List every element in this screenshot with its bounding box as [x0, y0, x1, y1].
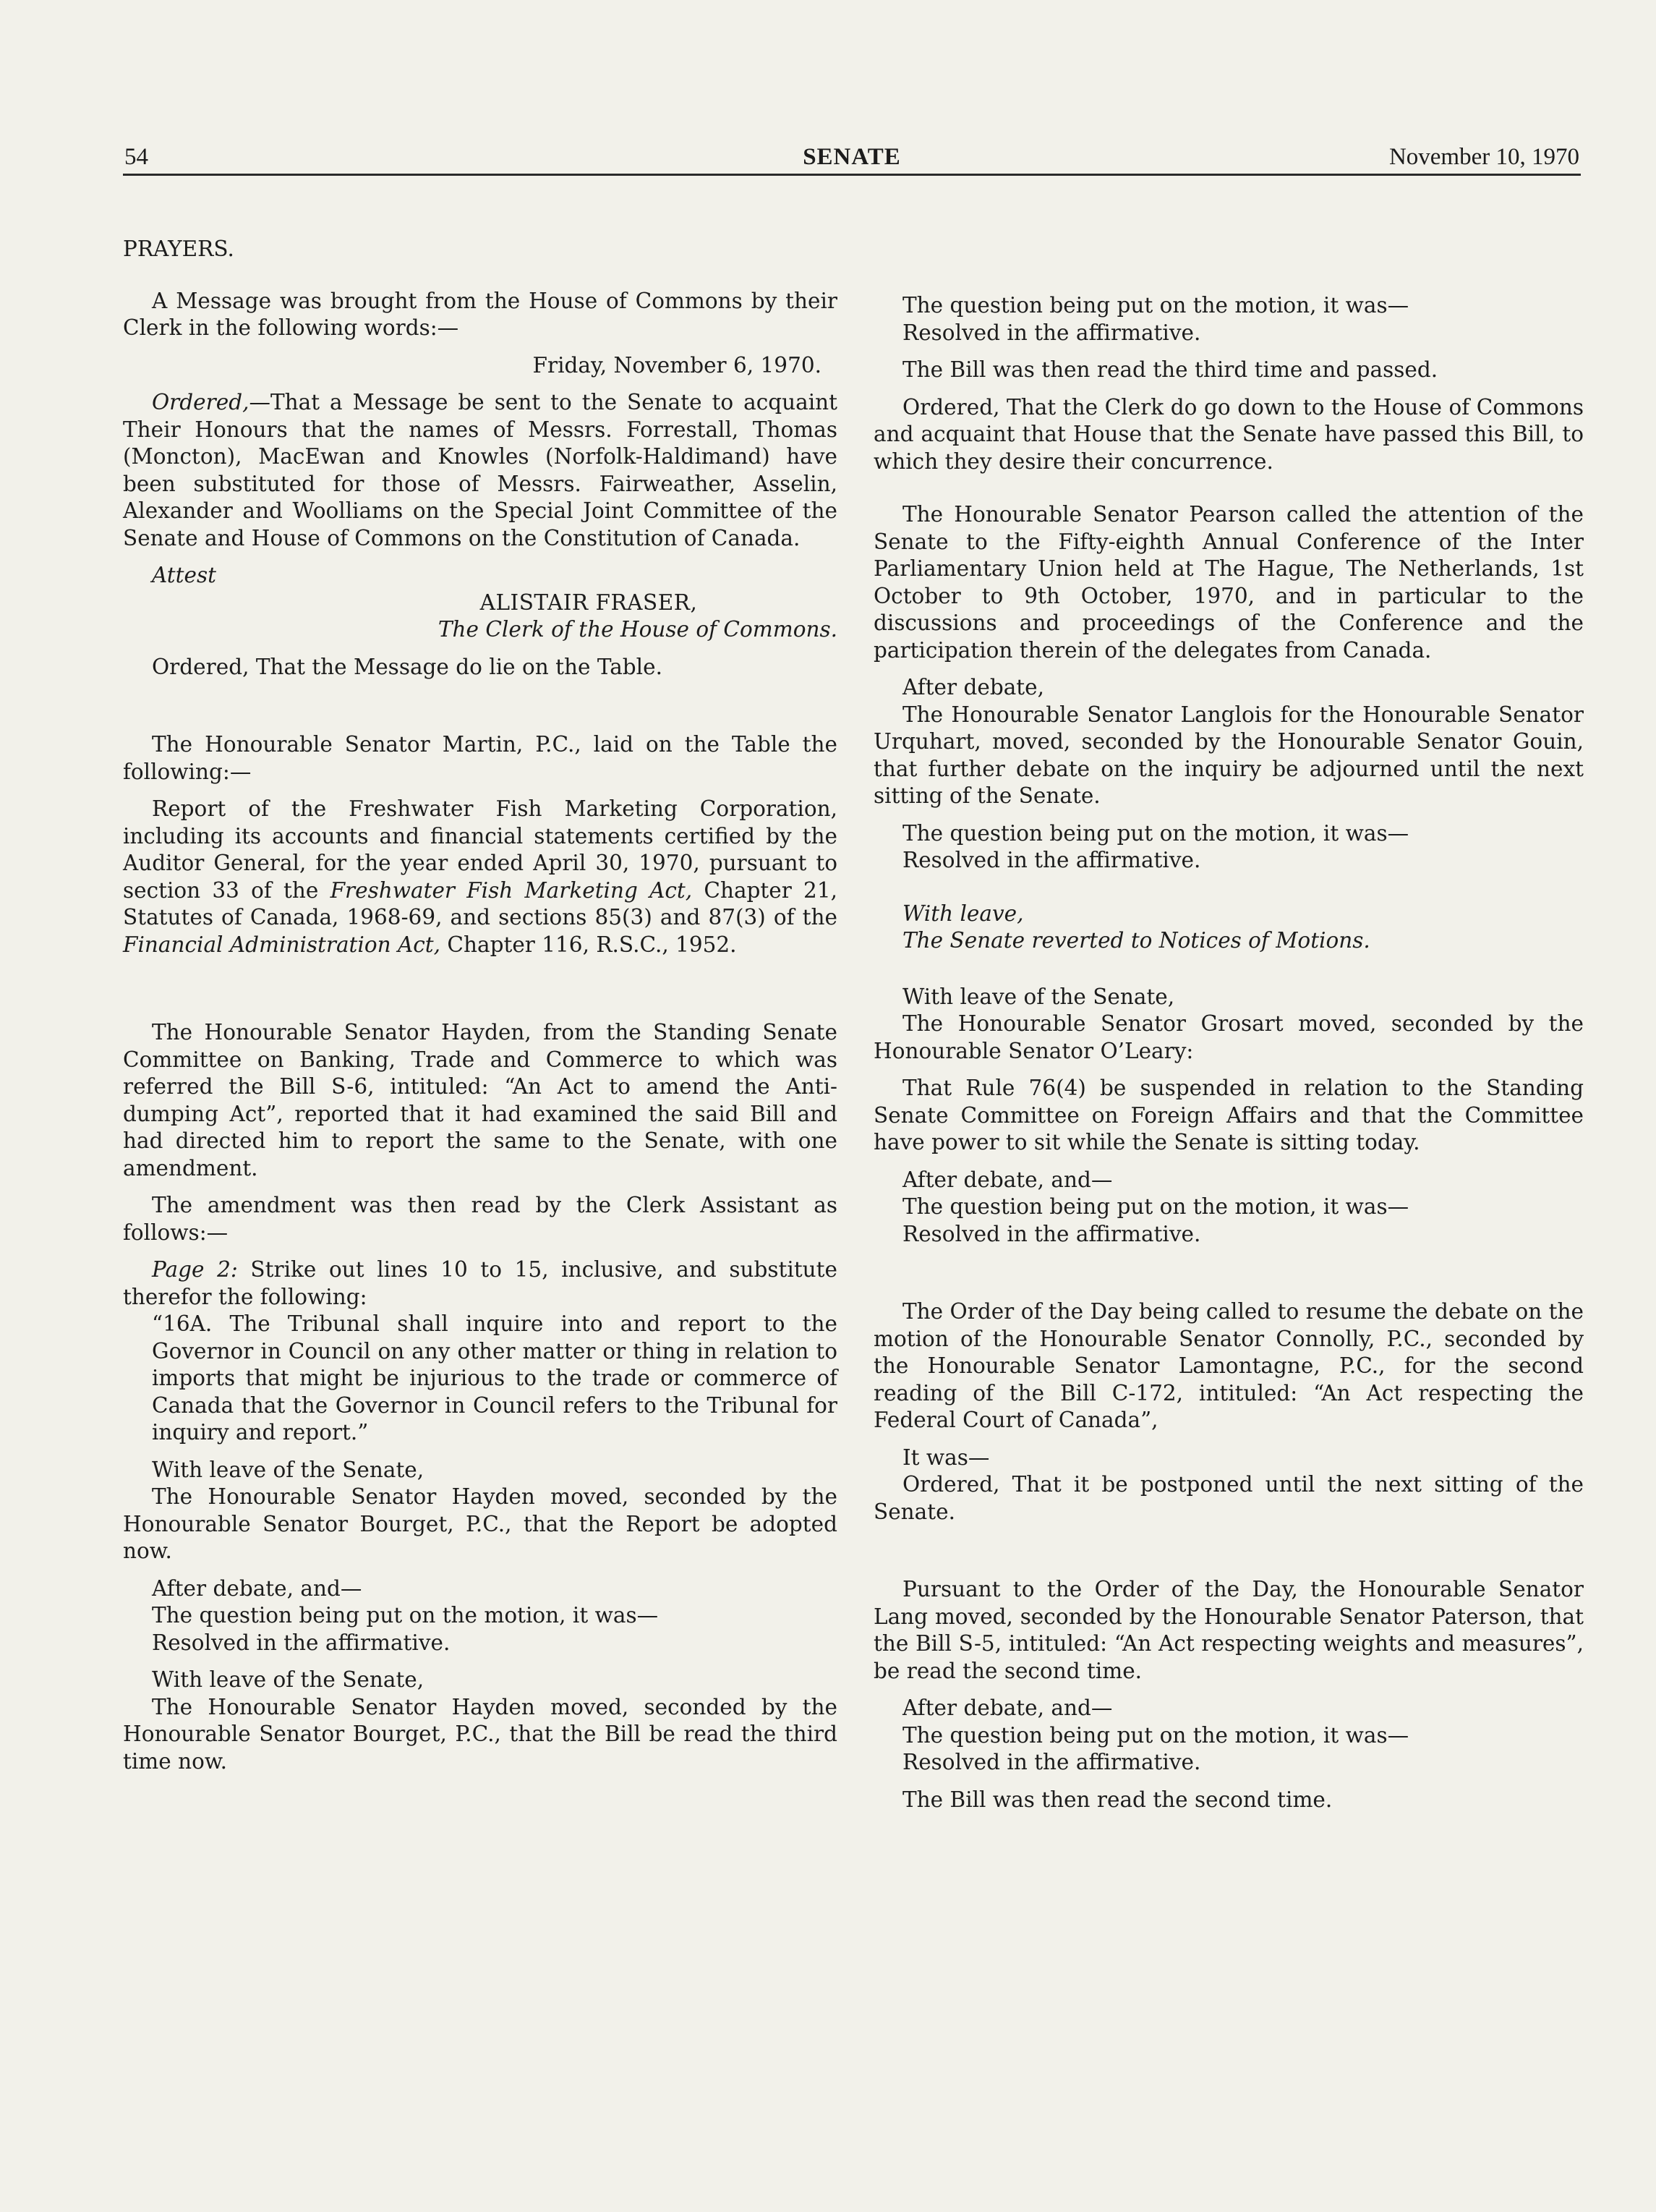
message-intro: A Message was brought from the House of Commons by their Clerk in the following words:—	[123, 288, 837, 340]
ordered-postponed: Ordered, That it be postponed until the next sitting of the Senate.	[874, 1472, 1584, 1524]
second-reading: The Bill was then read the second time.	[902, 1787, 1333, 1812]
message-lie-on-table: Ordered, That the Message do lie on the Table.	[152, 654, 662, 679]
r-question-put-1: The question being put on the motion, it was—	[902, 293, 1409, 318]
freshwater-fish-report	[123, 796, 837, 958]
ordered-text: —That a Message be sent to the Senate to acquaint Their Honours that the names of Messrs. Forrestall, Thomas (Moncton), MacEwan and Knowles (Norfolk-Haldimand) have been substituted for those of Messrs. Fairweather, Asselin, Alexander and Woolliams on the Special Joint Committee of the Senate and House of Commons on the Constitution of Canada.	[123, 390, 837, 550]
page-date: November 10, 1970	[1388, 144, 1579, 170]
page-title: SENATE	[803, 144, 901, 170]
langlois-motion: The Honourable Senator Langlois for the Honourable Senator Urquhart, moved, seconded by the Honourable Senator Gouin, that further debate on the inquiry be adjourned until the next sitting of the Senate.	[874, 702, 1584, 808]
ordered-label: Ordered,	[152, 390, 249, 414]
martin-tabled-intro: The Honourable Senator Martin, P.C., laid on the Table the following:—	[123, 732, 837, 784]
lang-motion-s5: Pursuant to the Order of the Day, the Honourable Senator Lang moved, seconded by the Honourable Senator Paterson, that the Bill S-5, intituled: “An Act respecting weights and measures”, be read the second time.	[874, 1577, 1584, 1683]
r-resolved-4: Resolved in the affirmative.	[902, 1750, 1201, 1774]
r-after-debate-2: After debate, and—	[902, 1167, 1113, 1192]
message-date: Friday, November 6, 1970.	[532, 352, 821, 378]
third-reading-passed: The Bill was then read the third time and passed.	[902, 357, 1438, 382]
question-put-1: The question being put on the motion, it was—	[152, 1603, 659, 1628]
r-resolved-2: Resolved in the affirmative.	[902, 848, 1201, 872]
page-2-label: Page 2:	[152, 1257, 238, 1282]
section-16a-quote: “16A. The Tribunal shall inquire into and report to the Governor in Council on any other matter or thing in relation to imports that might be injurious to the trade or commerce of Canada that the Governor in Council refers to the Tribunal for inquiry and report.”	[152, 1311, 837, 1445]
grosart-motion: The Honourable Senator Grosart moved, seconded by the Honourable Senator O’Leary:	[874, 1011, 1584, 1063]
with-leave: With leave,	[902, 901, 1024, 926]
leave-of-senate-2: With leave of the Senate,	[152, 1667, 424, 1692]
r-question-put-2: The question being put on the motion, it was—	[902, 820, 1409, 846]
report-text-a: Report of the Freshwater Fish Marketing Corporation, including its accounts and financial statements certified by the Auditor General, for the year ended April 30, 1970, pursuant to section 33 of the	[123, 796, 837, 903]
page-number: 54	[124, 144, 148, 170]
ordered-message	[123, 389, 837, 552]
page-2-text: Strike out lines 10 to 15, inclusive, and substitute therefor the following:	[123, 1257, 837, 1309]
clerk-title: The Clerk of the House of Commons.	[438, 617, 837, 642]
report-text-c: Chapter 21, Statutes of Canada, 1968-69, and sections 85(3) and 87(3) of the	[123, 877, 837, 930]
pearson-inquiry: The Honourable Senator Pearson called the attention of the Senate to the Fifty-eighth Annual Conference of the Inter Parliamentary Union held at The Hague, The Netherlands, 1st October to 9th October, 1970, and in particular to the discussions and proceedings of the Conference and the participation therein of the delegates from Canada.	[874, 502, 1584, 663]
hayden-moved-report: The Honourable Senator Hayden moved, seconded by the Honourable Senator Bourget, P.C., that the Report be adopted now.	[123, 1484, 837, 1563]
resolved-1: Resolved in the affirmative.	[152, 1630, 451, 1655]
reverted-notices: The Senate reverted to Notices of Motions.	[902, 928, 1370, 953]
r-resolved-3: Resolved in the affirmative.	[902, 1221, 1201, 1246]
r-resolved-1: Resolved in the affirmative.	[902, 320, 1201, 345]
amendment-page-2	[123, 1256, 837, 1311]
r-question-put-4: The question being put on the motion, it was—	[902, 1722, 1409, 1748]
left-column	[123, 236, 837, 1775]
r-after-debate-3: After debate, and—	[902, 1696, 1113, 1720]
prayers-heading: PRAYERS.	[123, 237, 234, 261]
rule-76-suspension: That Rule 76(4) be suspended in relation to the Standing Senate Committee on Foreign Affairs and that the Committee have power to sit while the Senate is sitting today.	[874, 1076, 1584, 1154]
report-act-name: Freshwater Fish Marketing Act,	[330, 877, 693, 903]
report-text-e: Chapter 116, R.S.C., 1952.	[440, 932, 737, 957]
report-act-name-2: Financial Administration Act,	[123, 932, 441, 957]
hayden-committee-report: The Honourable Senator Hayden, from the Standing Senate Committee on Banking, Trade and Commerce to which was referred the Bill S-6, intituled: “An Act to amend the Anti-dumping Act”, reported that it had examined the said Bill and had directed him to report the same to the Senate, with one amendment.	[123, 1020, 837, 1181]
r-after-debate-1: After debate,	[902, 675, 1044, 699]
right-column	[874, 292, 1584, 1813]
attest-label: Attest	[152, 563, 216, 587]
amendment-read-intro: The amendment was then read by the Clerk Assistant as follows:—	[123, 1193, 837, 1245]
r-question-put-3: The question being put on the motion, it was—	[902, 1194, 1409, 1219]
ordered-clerk-commons: Ordered, That the Clerk do go down to the House of Commons and acquaint that House that the Senate have passed this Bill, to which they desire their concurrence.	[874, 394, 1584, 474]
page-header	[123, 142, 1581, 176]
clerk-name: ALISTAIR FRASER,	[479, 590, 698, 615]
hayden-moved-third-reading: The Honourable Senator Hayden moved, seconded by the Honourable Senator Bourget, P.C., that the Bill be read the third time now.	[123, 1694, 837, 1774]
it-was: It was—	[902, 1445, 990, 1470]
leave-of-senate-1: With leave of the Senate,	[152, 1457, 424, 1482]
r-leave-of-senate: With leave of the Senate,	[902, 984, 1175, 1009]
after-debate-1: After debate, and—	[152, 1575, 362, 1601]
order-of-day-c172: The Order of the Day being called to resume the debate on the motion of the Honourable Senator Connolly, P.C., seconded by the Honourable Senator Lamontagne, P.C., for the second reading of the Bill C-172, intituled: “An Act respecting the Federal Court of Canada”,	[874, 1299, 1584, 1432]
